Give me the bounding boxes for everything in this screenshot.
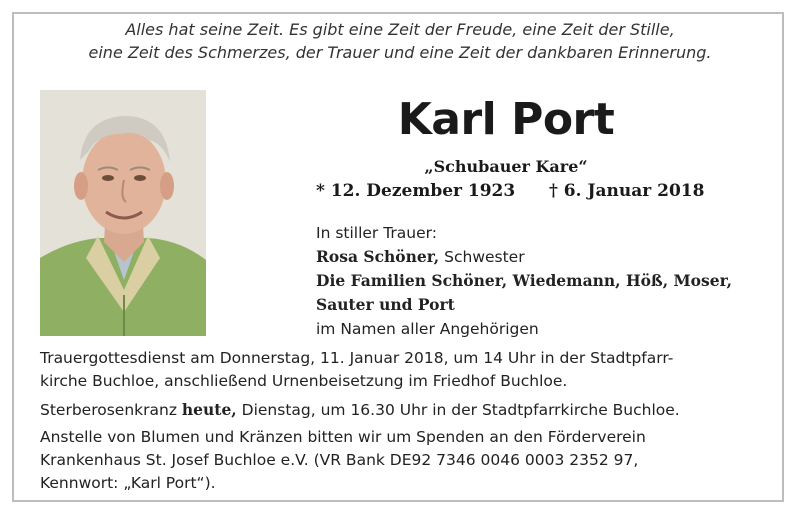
families-line-2-text: Sauter und Port <box>316 295 455 314</box>
donation-line-2: Krankenhaus St. Josef Buchloe e.V. (VR Bank DE92 7346 0046 0003 2352 97, <box>40 451 639 469</box>
donation-line-3: Kennwort: „Karl Port“). <box>40 474 216 492</box>
birth-date: * 12. Dezember 1923 <box>316 181 516 201</box>
rosary-pre: Sterberosenkranz <box>40 401 182 419</box>
donation-line-1: Anstelle von Blumen und Kränzen bitten wir um Spenden an den Förderverein <box>40 428 646 446</box>
rosary-post: Dienstag, um 16.30 Uhr in der Stadtpfarrkirche Buchloe. <box>236 401 680 419</box>
donation-notice <box>40 426 762 495</box>
service-notice <box>40 347 762 393</box>
deceased-name: Karl Port <box>397 94 615 145</box>
sister-relation: Schwester <box>439 248 525 266</box>
service-line-2: kirche Buchloe, anschließend Urnenbeisetzung im Friedhof Buchloe. <box>40 372 568 390</box>
sister-name: Rosa Schöner, <box>316 247 440 266</box>
rosary-bold: heute, <box>181 400 237 419</box>
motto-line-2: eine Zeit des Schmerzes, der Trauer und eine Zeit der dankbaren Erinnerung. <box>88 43 712 62</box>
families-line-2 <box>316 293 732 317</box>
rosary-notice <box>40 398 762 422</box>
sister-line <box>316 245 732 269</box>
motto-line-1: Alles hat seine Zeit. Es gibt eine Zeit der Freude, eine Zeit der Stille, <box>125 20 675 39</box>
service-line-1: Trauergottesdienst am Donnerstag, 11. Januar 2018, um 14 Uhr in der Stadtpfarr- <box>40 349 674 367</box>
families-line-1-text: Die Familien Schöner, Wiedemann, Höß, Moser, <box>316 271 733 290</box>
motto-quote <box>0 18 800 64</box>
portrait-photo <box>40 90 206 336</box>
death-date: † 6. Januar 2018 <box>549 181 705 201</box>
mourners-closing: im Namen aller Angehörigen <box>316 320 539 338</box>
mourners-block <box>316 221 732 341</box>
families-line-1 <box>316 269 732 293</box>
deceased-nickname: „Schubauer Kare“ <box>424 157 588 176</box>
mourning-intro: In stiller Trauer: <box>316 224 437 242</box>
